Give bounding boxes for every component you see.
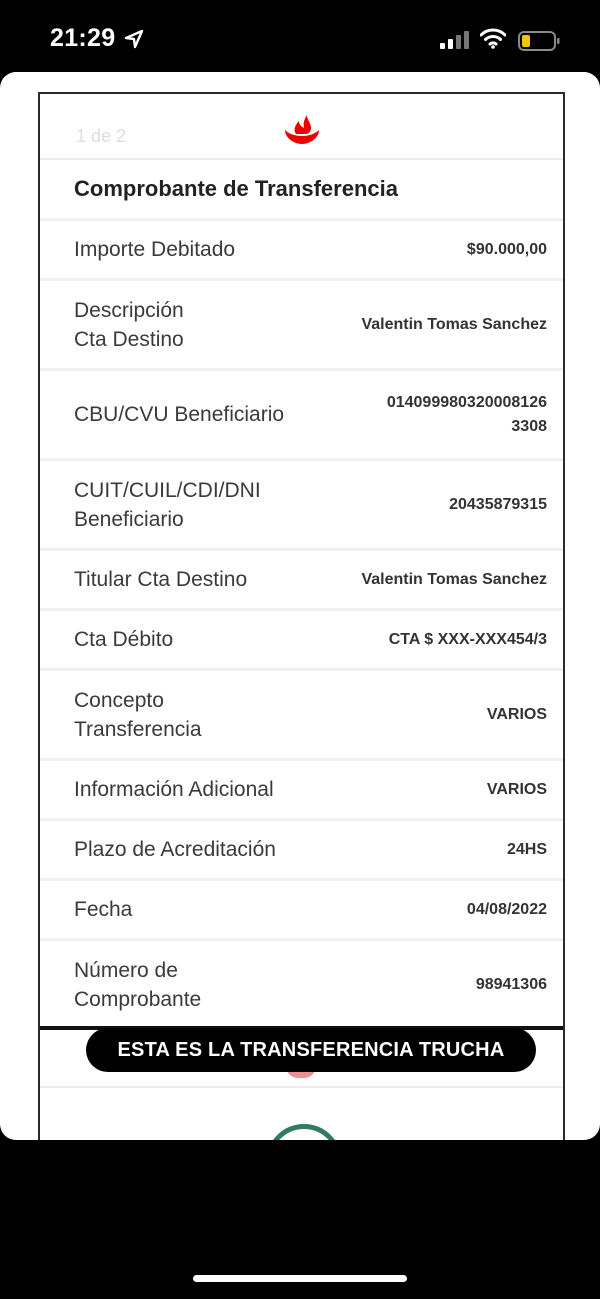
status-bar: [0, 0, 600, 72]
row-label: Plazo de Acreditación: [74, 838, 276, 861]
row-value: 24HS: [506, 840, 547, 858]
row-value: Valentin Tomas Sanchez: [361, 315, 547, 333]
row-label: Número de Comprobante: [74, 958, 202, 1011]
row-label: Importe Debitado: [74, 238, 236, 261]
santander-flame-icon: [282, 110, 322, 146]
row-value: CTA $ XXX-XXX454/3: [388, 630, 547, 648]
row-value: 20435879315: [449, 495, 547, 513]
row-label: Concepto Transferencia: [74, 688, 202, 741]
receipt-rows: [40, 218, 563, 1028]
row-label: Fecha: [74, 898, 133, 921]
story-card: [0, 72, 600, 1140]
divider: [40, 1086, 565, 1088]
receipt-row: [40, 878, 563, 938]
row-label: Cta Débito: [74, 628, 174, 651]
row-value: VARIOS: [486, 705, 547, 723]
row-label: Información Adicional: [74, 778, 274, 801]
battery-low-icon: [518, 30, 560, 52]
receipt-row: [40, 548, 563, 608]
location-arrow-icon: [123, 28, 145, 50]
receipt-row: [40, 368, 563, 458]
row-value: VARIOS: [486, 780, 547, 798]
receipt-title: Comprobante de Transferencia: [40, 158, 563, 218]
transfer-receipt: [38, 92, 565, 1140]
page-indicator: 1 de 2: [76, 126, 127, 146]
receipt-row: [40, 278, 563, 368]
receipt-row: [40, 938, 563, 1028]
row-label: CUIT/CUIL/CDI/DNI Beneficiario: [74, 478, 261, 531]
status-time: 21:29: [50, 24, 116, 52]
cellular-signal-icon: [440, 30, 470, 50]
receipt-row: [40, 668, 563, 758]
story-caption: ESTA ES LA TRANSFERENCIA TRUCHA: [86, 1028, 536, 1072]
receipt-row: [40, 458, 563, 548]
receipt-row: [40, 758, 563, 818]
receipt-row: [40, 818, 563, 878]
receipt-row: [40, 608, 563, 668]
row-value: 04/08/2022: [466, 900, 547, 918]
row-label: CBU/CVU Beneficiario: [74, 403, 285, 426]
row-value: 98941306: [475, 975, 547, 993]
row-value: $90.000,00: [466, 240, 547, 258]
success-check-icon: [266, 1124, 342, 1140]
row-label: Titular Cta Destino: [74, 568, 248, 591]
row-label: Descripción Cta Destino: [74, 298, 184, 351]
receipt-header: [40, 94, 563, 158]
home-indicator[interactable]: [193, 1275, 407, 1282]
row-value: Valentin Tomas Sanchez: [361, 570, 547, 588]
wifi-icon: [480, 27, 506, 49]
receipt-row: [40, 218, 563, 278]
row-value: 014099980320008126 3308: [386, 393, 547, 435]
